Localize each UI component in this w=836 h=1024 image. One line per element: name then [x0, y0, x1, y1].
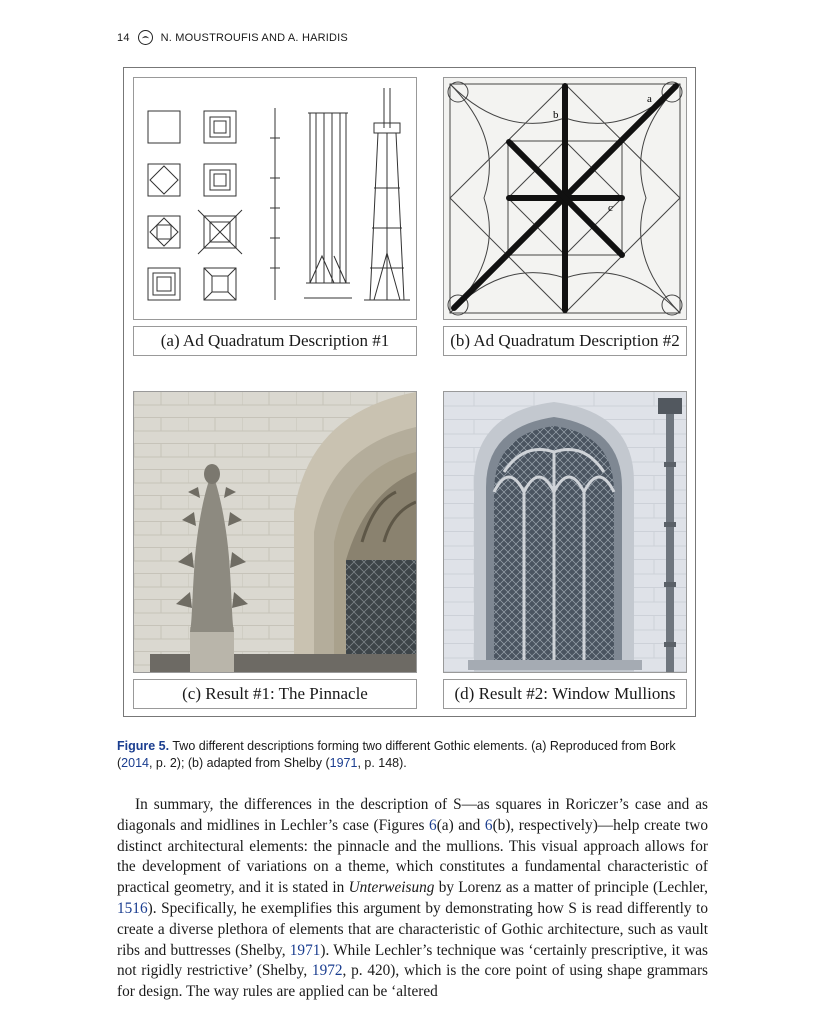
panel-b-caption: (b) Ad Quadratum Description #2 [443, 326, 687, 356]
caption-text: , p. 148). [357, 756, 407, 770]
diagram-label-b: b [553, 109, 559, 121]
running-header [117, 30, 348, 45]
publisher-logo-icon [138, 30, 153, 45]
panel-c-pinnacle-photo [133, 391, 417, 673]
citation-link-2014[interactable]: 2014 [121, 756, 149, 770]
text-run: ). While Lechler’s technique was ‘certainly prescriptive, it was not rigidly restrictive’ (Shelby, [117, 941, 708, 980]
running-authors: N. MOUSTROUFIS AND A. HARIDIS [160, 31, 348, 44]
paragraph [117, 795, 708, 1003]
panel-d-window-photo [443, 391, 687, 673]
page-number: 14 [117, 31, 130, 44]
diagram-label-c: c [608, 202, 613, 214]
text-run: In summary, the differences in the description of S—as squares in Roriczer’s case and as diagonals and midlines in Lechler’s case (Figures [117, 796, 708, 834]
citation-link-1971[interactable]: 1971 [289, 941, 321, 959]
panel-a-caption: (a) Ad Quadratum Description #1 [133, 326, 417, 356]
figure-link-6b[interactable]: 6 [484, 816, 493, 834]
figure-caption [117, 738, 707, 772]
window-photo-image [444, 392, 686, 672]
diagram-label-a: a [647, 93, 652, 105]
text-run: , p. 420), which is the core point of using shape grammars for design. The way rules are applied can be ‘altered [117, 962, 708, 1001]
pinnacle-photo-image [134, 392, 416, 672]
body-text [117, 795, 708, 1003]
diagonals-midlines-diagram [444, 78, 686, 319]
caption-text: Two different descriptions forming two different Gothic elements. (a) Reproduced from Bork ( [117, 739, 676, 770]
italic-title: Unterweisung [348, 879, 435, 897]
text-run: (a) and [436, 816, 485, 834]
citation-link-1516[interactable]: 1516 [117, 899, 148, 917]
figure-5 [123, 67, 696, 717]
text-run: ). Specifically, he exemplifies this argument by demonstrating how S is read differently to create a diverse plethora of elements that are characteristic of Gothic architecture, such as vault ribs and buttresses (Shelby, [117, 899, 708, 959]
figure-label: Figure 5. [117, 739, 170, 753]
text-run: by Lorenz as a matter of principle (Lechler, [434, 879, 708, 897]
text-run: (b), respectively)—help create two distinct architectural elements: the pinnacle and the mullions. This visual approach allows for the development of variations on a theme, which constitutes a fundamental characteristic of practical geometry, and it is stated in [117, 816, 708, 897]
citation-link-1972[interactable]: 1972 [311, 962, 343, 980]
ad-quadratum-sketch [134, 78, 416, 319]
panel-d-caption: (d) Result #2: Window Mullions [443, 679, 687, 709]
caption-text: , p. 2); (b) adapted from Shelby ( [148, 756, 330, 770]
citation-link-1971[interactable]: 1971 [329, 756, 358, 770]
panel-a-ad-quadratum-drawing [133, 77, 417, 320]
panel-c-caption: (c) Result #1: The Pinnacle [133, 679, 417, 709]
figure-link-6a[interactable]: 6 [429, 816, 437, 834]
panel-b-ad-quadratum-diagram [443, 77, 687, 320]
